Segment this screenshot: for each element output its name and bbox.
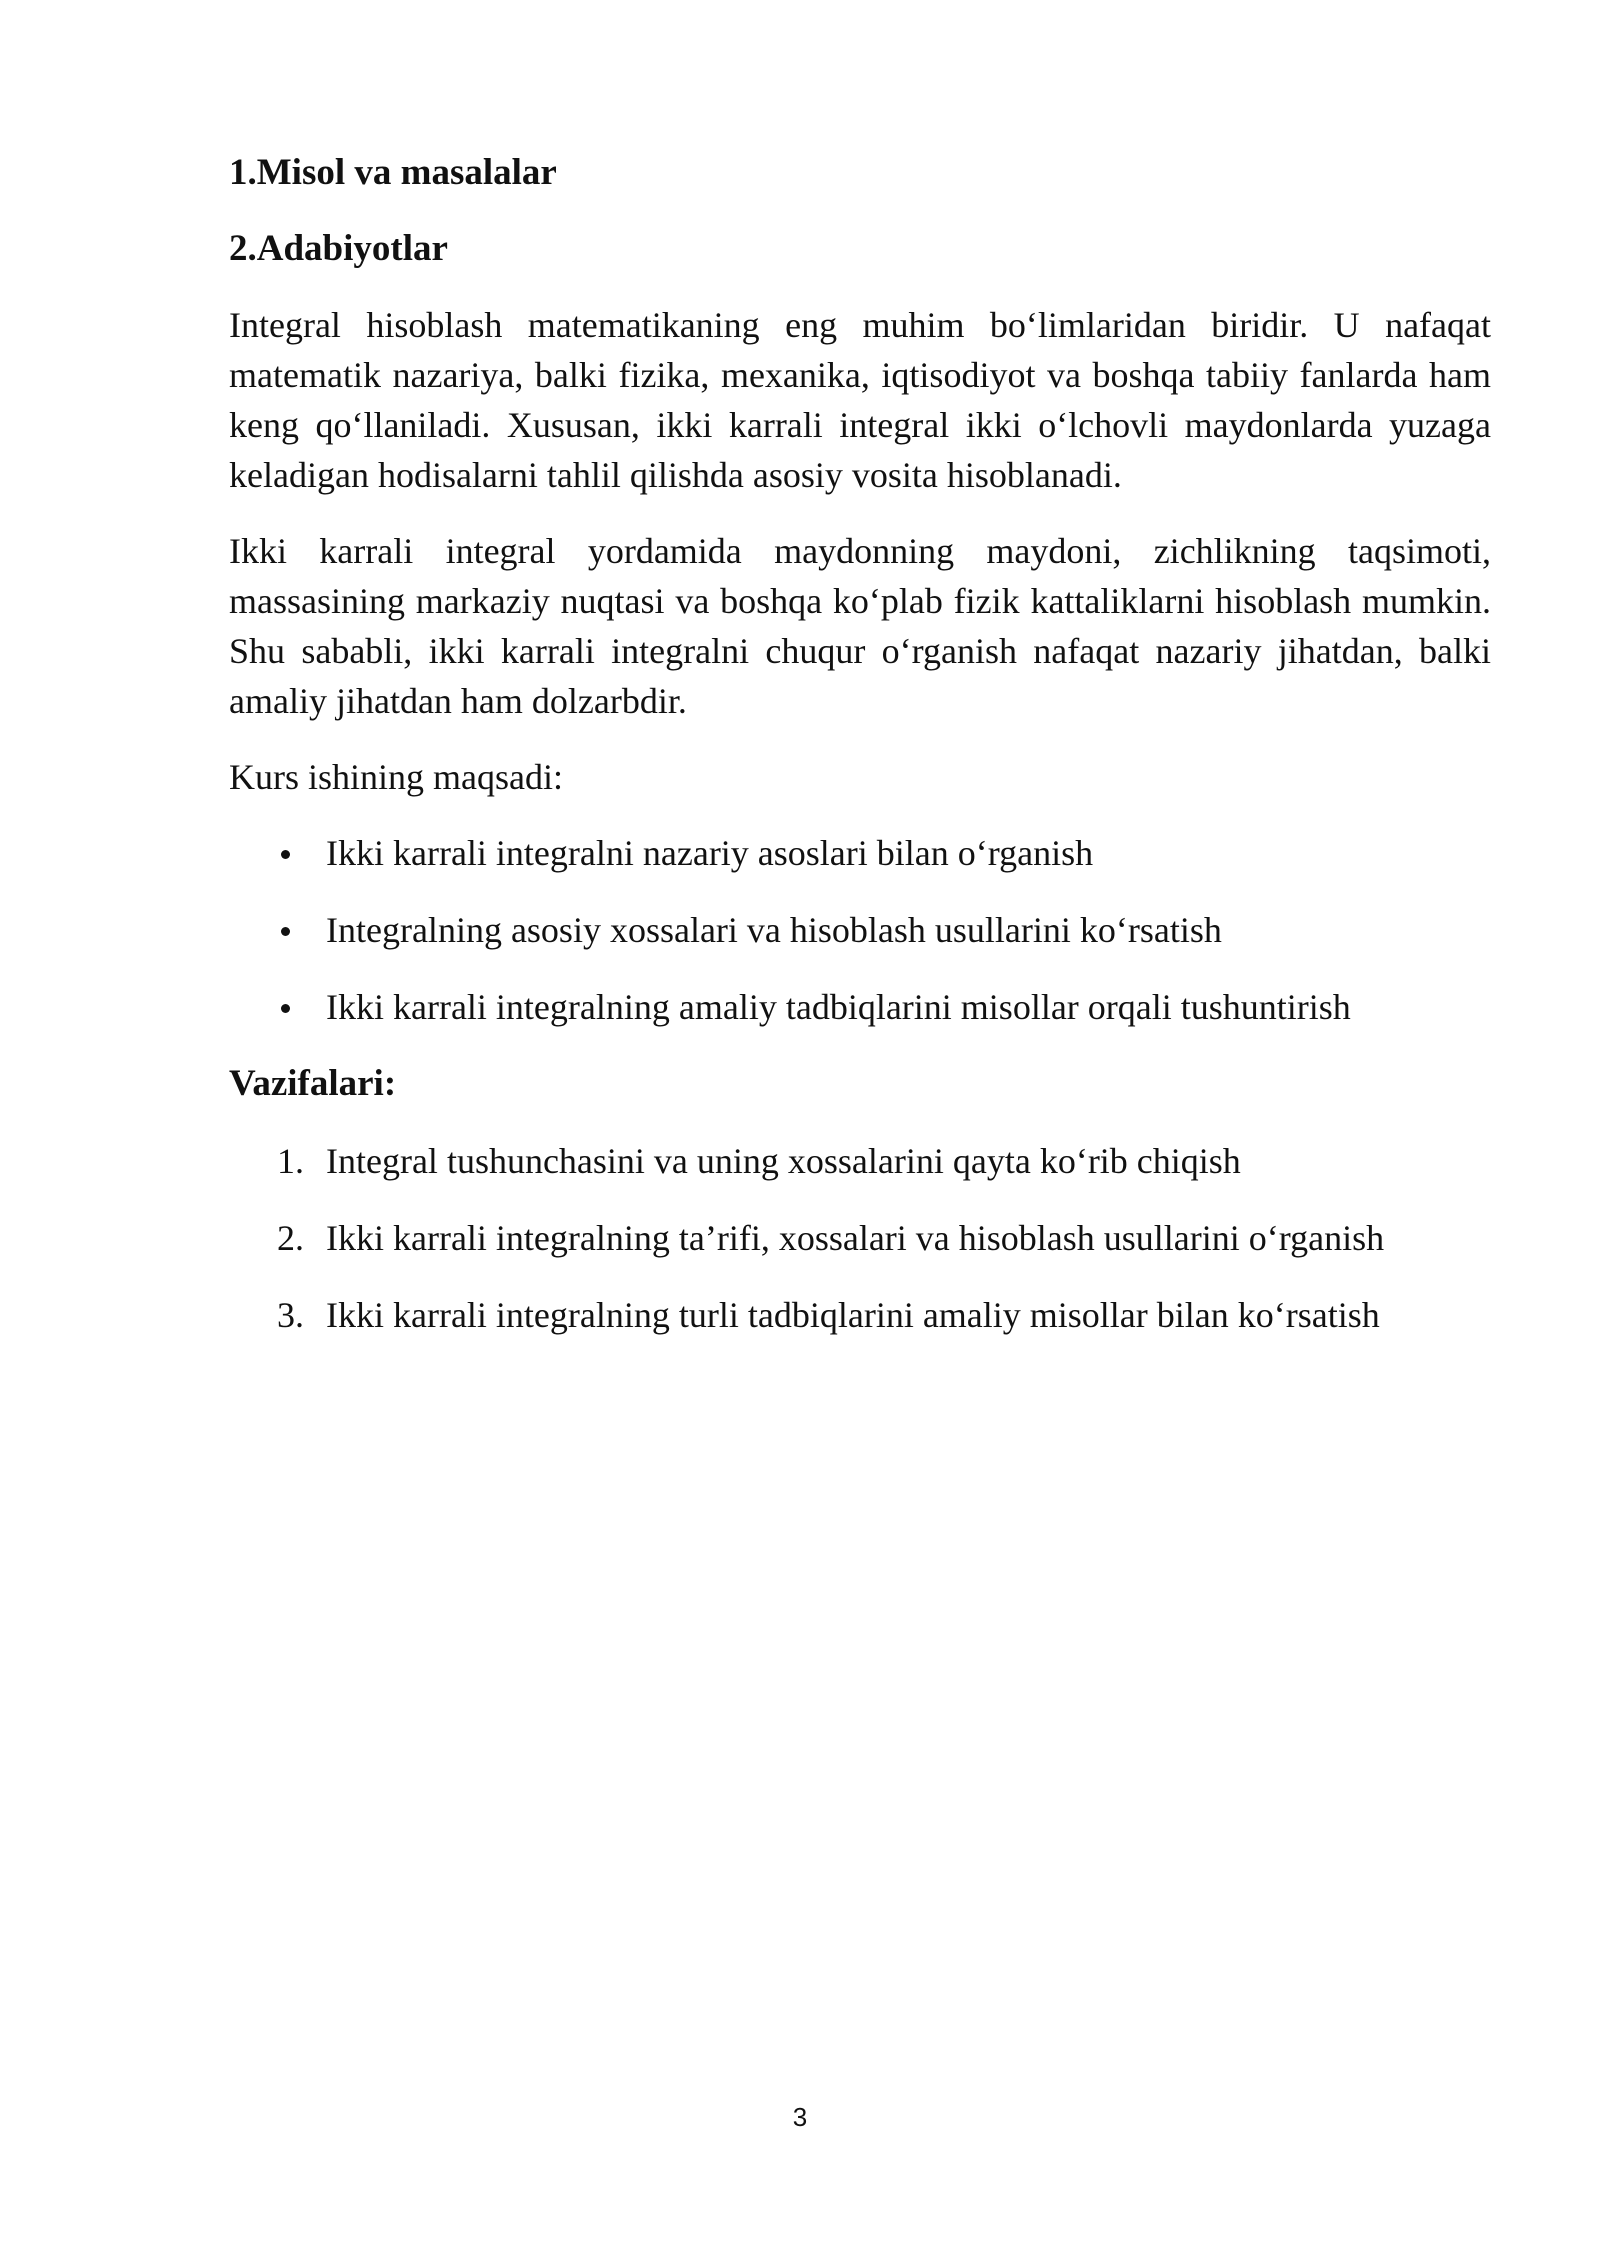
bullet-icon	[281, 1004, 290, 1013]
goal-item	[229, 905, 1491, 955]
goal-item	[229, 828, 1491, 878]
goal-list	[229, 828, 1491, 1032]
heading-adabiyotlar: 2.Adabiyotlar	[229, 228, 448, 269]
goal-item-text: Integralning asosiy xossalari va hisoblash usullarini ko‘rsatish	[326, 910, 1222, 950]
task-item	[229, 1290, 1491, 1340]
task-item	[229, 1136, 1491, 1186]
goal-item-text: Ikki karrali integralni nazariy asoslari bilan o‘rganish	[326, 833, 1094, 873]
goal-item-text: Ikki karrali integralning amaliy tadbiqlarini misollar orqali tushuntirish	[326, 987, 1351, 1027]
paragraph-intro: Integral hisoblash matematikaning eng muhim bo‘limlaridan biridir. U nafaqat matematik nazariya, balki fizika, mexanika, iqtisodiyot va boshqa tabiiy fanlarda ham keng qo‘llaniladi. Xususan, ikki karrali integral ikki o‘lchovli maydonlarda yuzaga keladigan hodisalarni tahlil qilishda asosiy vosita hisoblanadi.	[229, 305, 1491, 495]
task-item-text: Ikki karrali integralning turli tadbiqlarini amaliy misollar bilan ko‘rsatish	[326, 1295, 1380, 1335]
task-number: 1.	[277, 1141, 304, 1181]
heading-misol-va-masalalar: 1.Misol va masalalar	[229, 152, 557, 193]
goal-label: Kurs ishining maqsadi:	[229, 757, 563, 797]
goal-item	[229, 982, 1491, 1032]
task-number: 3.	[277, 1295, 304, 1335]
page-number: 3	[792, 2102, 808, 2132]
paragraph-applications: Ikki karrali integral yordamida maydonning maydoni, zichlikning taqsimoti, massasining markaziy nuqtasi va boshqa ko‘plab fizik kattaliklarni hisoblash mumkin. Shu sababli, ikki karrali integralni chuqur o‘rganish nafaqat nazariy jihatdan, balki amaliy jihatdan ham dolzarbdir.	[229, 531, 1491, 721]
document-page	[229, 148, 1491, 1340]
tasks-list	[229, 1136, 1491, 1340]
bullet-icon	[281, 927, 290, 936]
task-item	[229, 1213, 1491, 1263]
task-item-text: Ikki karrali integralning ta’rifi, xossalari va hisoblash usullarini o‘rganish	[326, 1218, 1385, 1258]
task-item-text: Integral tushunchasini va uning xossalarini qayta ko‘rib chiqish	[326, 1141, 1241, 1181]
tasks-heading: Vazifalari:	[229, 1063, 397, 1104]
bullet-icon	[281, 850, 290, 859]
task-number: 2.	[277, 1218, 304, 1258]
